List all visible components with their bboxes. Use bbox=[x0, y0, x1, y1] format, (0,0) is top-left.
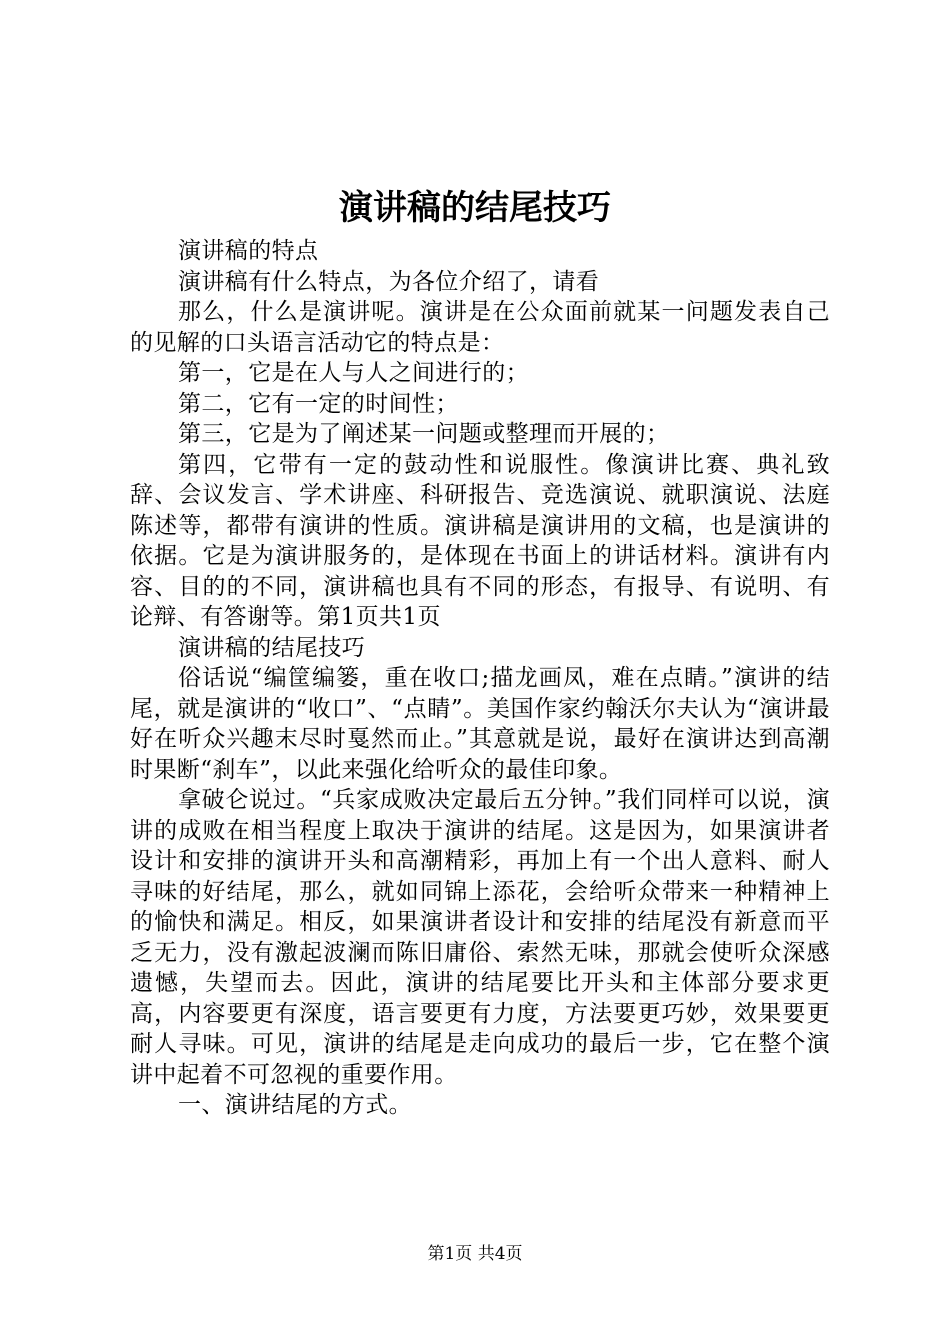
document-title: 演讲稿的结尾技巧 bbox=[339, 188, 611, 228]
paragraph: 第一，它是在人与人之间进行的； bbox=[178, 360, 529, 386]
paragraph: 一、演讲结尾的方式。 bbox=[178, 1092, 412, 1118]
document-body bbox=[130, 236, 830, 1121]
paragraph: 第二，它有一定的时间性； bbox=[178, 390, 459, 417]
paragraph: 那么，什么是演讲呢。演讲是在公众面前就某一问题发表自己的见解的口头语言活动它的特点是： bbox=[130, 299, 830, 356]
paragraph: 第四，它带有一定的鼓动性和说服性。像演讲比赛、典礼致辞、会议发言、学术讲座、科研报告、竞选演说、就职演说、法庭陈述等，都带有演讲的性质。演讲稿是演讲用的文稿，也是演讲的依据。它是为演讲服务的，是体现在书面上的讲话材料。演讲有内容、目的的不同，演讲稿也具有不同的形态，有报导、有说明、有论辩、有答谢等。第1页共1页 bbox=[130, 451, 830, 630]
paragraph: 拿破仑说过。“兵家成败决定最后五分钟。”我们同样可以说，演讲的成败在相当程度上取决于演讲的结尾。这是因为，如果演讲者设计和安排的演讲开头和高潮精彩，再加上有一个出人意料、耐人寻味的好结尾，那么，就如同锦上添花，会给听众带来一种精神上的愉快和满足。相反，如果演讲者设计和安排的结尾没有新意而平乏无力，没有激起波澜而陈旧庸俗、索然无味，那就会使听众深感遗憾，失望而去。因此，演讲的结尾要比开头和主体部分要求更高，内容要更有深度，语言要更有力度，方法要更巧妙，效果要更耐人寻味。可见，演讲的结尾是走向成功的最后一步，它在整个演讲中起着不可忽视的重要作用。 bbox=[130, 787, 830, 1088]
paragraph: 俗话说“编筐编篓，重在收口;描龙画凤，难在点睛。”演讲的结尾，就是演讲的“收口”、“点睛”。美国作家约翰沃尔夫认为“演讲最好在听众兴趣末尽时戛然而止。”其意就是说，最好在演讲达到高潮时果断“刹车”，以此来强化给听众的最佳印象。 bbox=[130, 665, 830, 783]
paragraph: 演讲稿有什么特点，为各位介绍了，请看 bbox=[178, 268, 600, 295]
page-footer: 第1页 共4页 bbox=[427, 1244, 523, 1264]
paragraph: 第三，它是为了阐述某一问题或整理而开展的； bbox=[178, 421, 670, 447]
paragraph: 演讲稿的特点 bbox=[178, 238, 319, 264]
section-heading: 演讲稿的结尾技巧 bbox=[178, 634, 366, 661]
